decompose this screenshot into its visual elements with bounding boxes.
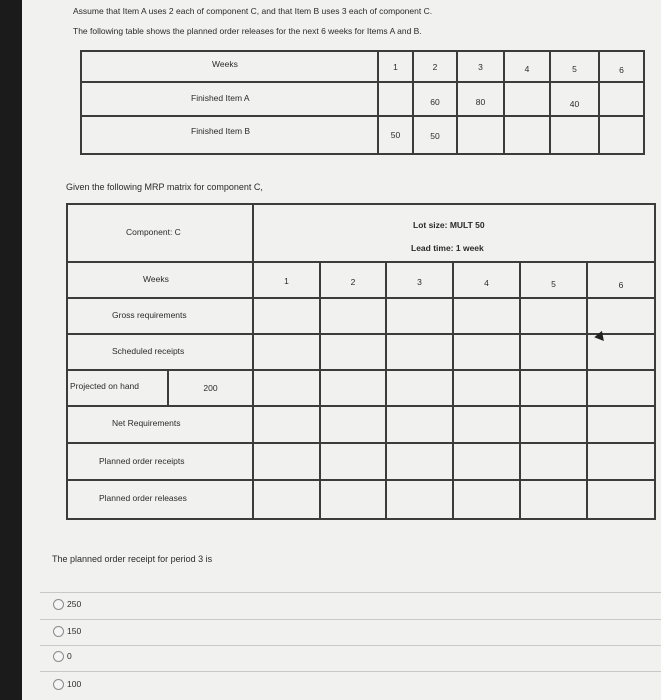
radio-icon[interactable] <box>53 679 64 690</box>
mrp-lot-size: Lot size: MULT 50 <box>413 220 485 230</box>
question-text: The planned order receipt for period 3 is <box>52 554 213 564</box>
t1-a-w2: 60 <box>430 97 440 107</box>
mrp-component-label: Component: C <box>126 227 181 237</box>
option-label: 0 <box>67 651 72 661</box>
t1-week-6: 6 <box>619 65 624 75</box>
t1-row-b-label: Finished Item B <box>191 126 251 136</box>
mrp-week-3: 3 <box>417 277 422 287</box>
intro-line-2: The following table shows the planned order releases for the next 6 weeks for Items A and B. <box>73 26 422 36</box>
t1-a-w5: 40 <box>569 99 580 109</box>
mrp-week-4: 4 <box>484 278 489 288</box>
mrp-net-label: Net Requirements <box>112 418 181 428</box>
radio-icon[interactable] <box>53 599 64 610</box>
mrp-weeks-label: Weeks <box>143 274 169 284</box>
mrp-projected-label: Projected on hand <box>70 381 139 391</box>
t1-b-w2: 50 <box>430 131 440 141</box>
t1-week-3: 3 <box>478 62 483 72</box>
mrp-gross-label: Gross requirements <box>112 310 187 320</box>
radio-icon[interactable] <box>53 651 64 662</box>
intro-line-1: Assume that Item A uses 2 each of component C, and that Item B uses 3 each of component C. <box>73 6 433 16</box>
mrp-receipts-label: Planned order receipts <box>99 456 185 466</box>
mrp-lead-time: Lead time: 1 week <box>411 243 484 253</box>
t1-a-w3: 80 <box>475 97 486 107</box>
t1-week-4: 4 <box>524 64 530 74</box>
t1-weeks-label: Weeks <box>212 59 238 69</box>
t1-row-a-label: Finished Item A <box>191 93 250 103</box>
option-label: 150 <box>67 626 82 636</box>
t1-week-1: 1 <box>393 62 398 72</box>
mrp-projected-initial: 200 <box>203 383 218 393</box>
option-label: 100 <box>67 679 82 689</box>
mrp-releases-label: Planned order releases <box>99 493 187 503</box>
mrp-intro: Given the following MRP matrix for component C, <box>66 182 263 192</box>
t1-week-5: 5 <box>572 64 577 74</box>
mrp-scheduled-label: Scheduled receipts <box>112 346 185 356</box>
mrp-week-6: 6 <box>618 280 624 290</box>
option-label: 250 <box>67 599 82 609</box>
mrp-week-5: 5 <box>551 279 556 289</box>
t1-week-2: 2 <box>432 62 438 72</box>
radio-icon[interactable] <box>53 626 64 637</box>
mrp-week-1: 1 <box>284 276 289 286</box>
mrp-week-2: 2 <box>350 277 356 287</box>
t1-b-w1: 50 <box>390 130 401 140</box>
